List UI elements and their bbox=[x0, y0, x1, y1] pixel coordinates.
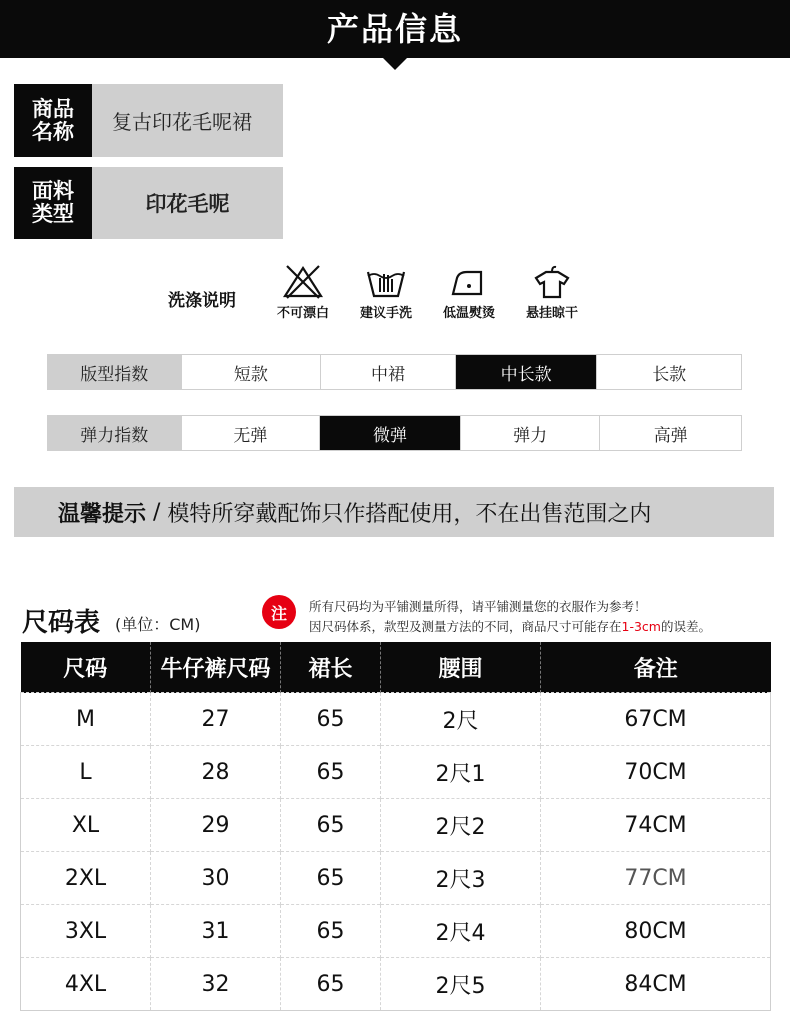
wash-title: 洗涤说明 bbox=[168, 291, 236, 311]
style-option-long: 长款 bbox=[652, 364, 687, 385]
table-row bbox=[21, 905, 771, 958]
product-name-label-line1: 商品 bbox=[32, 96, 74, 121]
tip-separator: / bbox=[146, 499, 168, 525]
tip-bar bbox=[14, 487, 774, 537]
cell-waist: 2尺3 bbox=[381, 852, 541, 905]
cell-waist: 2尺5 bbox=[381, 958, 541, 1011]
hang-dry-icon bbox=[530, 264, 574, 300]
cell-jeans-size: 29 bbox=[151, 799, 281, 852]
style-index-label: 版型指数 bbox=[48, 355, 182, 389]
cell-remark: 80CM bbox=[541, 905, 771, 958]
product-name-label bbox=[14, 84, 92, 157]
size-chart-title: 尺码表 bbox=[22, 608, 101, 638]
wash-label-no-bleach: 不可漂白 bbox=[276, 306, 329, 321]
size-table-header bbox=[21, 642, 771, 693]
cell-size: 3XL bbox=[21, 905, 151, 958]
cell-remark: 77CM bbox=[541, 852, 771, 905]
cell-skirt-length: 65 bbox=[281, 693, 381, 746]
fabric-label-line2: 类型 bbox=[32, 202, 74, 226]
note-line-2 bbox=[309, 617, 711, 635]
cell-jeans-size: 27 bbox=[151, 693, 281, 746]
wash-item-hand-wash bbox=[344, 264, 428, 321]
cell-skirt-length: 65 bbox=[281, 746, 381, 799]
style-option-mid-long: 中长款 bbox=[456, 355, 598, 389]
cell-size: M bbox=[21, 693, 151, 746]
cell-waist: 2尺 bbox=[381, 693, 541, 746]
stretch-option-stretch: 弹力 bbox=[461, 416, 601, 450]
table-row bbox=[21, 693, 771, 746]
stretch-option-none: 无弹 bbox=[182, 416, 321, 450]
cell-waist: 2尺1 bbox=[381, 746, 541, 799]
col-header-size: 尺码 bbox=[21, 642, 151, 693]
col-header-waist: 腰围 bbox=[381, 642, 541, 693]
tip-text: 模特所穿戴配饰只作搭配使用，不在出售范围之内 bbox=[167, 501, 652, 527]
hand-wash-icon bbox=[364, 264, 408, 300]
fabric-label-line1: 面料 bbox=[32, 179, 74, 203]
cell-remark: 70CM bbox=[541, 746, 771, 799]
note-line-2-pre: 因尺码体系，款型及测量方法的不同，商品尺寸可能存在 bbox=[309, 619, 622, 634]
col-header-jeans-size: 牛仔裤尺码 bbox=[151, 642, 281, 693]
cell-remark: 74CM bbox=[541, 799, 771, 852]
product-name-label-line2: 名称 bbox=[32, 119, 74, 144]
style-option-mid: 中裙 bbox=[321, 355, 456, 389]
fabric-value: 印花毛呢 bbox=[92, 167, 283, 239]
no-bleach-icon bbox=[281, 264, 325, 300]
product-name-value: 复古印花毛呢裙 bbox=[92, 84, 283, 157]
cell-jeans-size: 28 bbox=[151, 746, 281, 799]
cell-size: XL bbox=[21, 799, 151, 852]
stretch-option-high: 高弹 bbox=[653, 425, 688, 446]
cell-size: L bbox=[21, 746, 151, 799]
wash-item-hang-dry bbox=[510, 264, 594, 321]
table-row bbox=[21, 746, 771, 799]
fabric-label bbox=[14, 167, 92, 239]
cell-jeans-size: 30 bbox=[151, 852, 281, 905]
cell-size: 4XL bbox=[21, 958, 151, 1011]
wash-item-no-bleach bbox=[261, 264, 345, 321]
cell-waist: 2尺4 bbox=[381, 905, 541, 958]
table-row bbox=[21, 799, 771, 852]
header-notch bbox=[383, 58, 407, 70]
col-header-remark: 备注 bbox=[541, 642, 771, 693]
tip-title: 温馨提示 bbox=[58, 501, 147, 527]
stretch-index-row bbox=[47, 415, 742, 451]
cell-skirt-length: 65 bbox=[281, 799, 381, 852]
note-line-1: 所有尺码均为平铺测量所得，请平铺测量您的衣服作为参考！ bbox=[309, 599, 647, 614]
cell-size: 2XL bbox=[21, 852, 151, 905]
cell-skirt-length: 65 bbox=[281, 852, 381, 905]
cell-skirt-length: 65 bbox=[281, 905, 381, 958]
wash-label-hand-wash: 建议手洗 bbox=[359, 306, 412, 321]
wash-label-hang-dry: 悬挂晾干 bbox=[525, 306, 578, 321]
note-error-range: 1-3cm bbox=[621, 619, 661, 634]
cell-jeans-size: 32 bbox=[151, 958, 281, 1011]
size-table bbox=[20, 642, 771, 1011]
cell-skirt-length: 65 bbox=[281, 958, 381, 1011]
col-header-skirt-length: 裙长 bbox=[281, 642, 381, 693]
cell-remark: 67CM bbox=[541, 693, 771, 746]
size-chart-unit: (单位：CM) bbox=[115, 615, 201, 634]
note-line-2-post: 的误差。 bbox=[660, 619, 711, 634]
style-option-short: 短款 bbox=[182, 355, 322, 389]
stretch-option-slight: 微弹 bbox=[320, 416, 461, 450]
table-row bbox=[21, 852, 771, 905]
cell-remark: 84CM bbox=[541, 958, 771, 1011]
stretch-index-label: 弹力指数 bbox=[48, 416, 182, 450]
table-row bbox=[21, 958, 771, 1011]
low-iron-icon bbox=[447, 264, 491, 300]
note-badge: 注 bbox=[262, 595, 296, 629]
style-index-row bbox=[47, 354, 742, 390]
cell-waist: 2尺2 bbox=[381, 799, 541, 852]
wash-label-low-iron: 低温熨烫 bbox=[442, 306, 495, 321]
wash-item-low-iron bbox=[427, 264, 511, 321]
page-title: 产品信息 bbox=[326, 10, 463, 48]
cell-jeans-size: 31 bbox=[151, 905, 281, 958]
